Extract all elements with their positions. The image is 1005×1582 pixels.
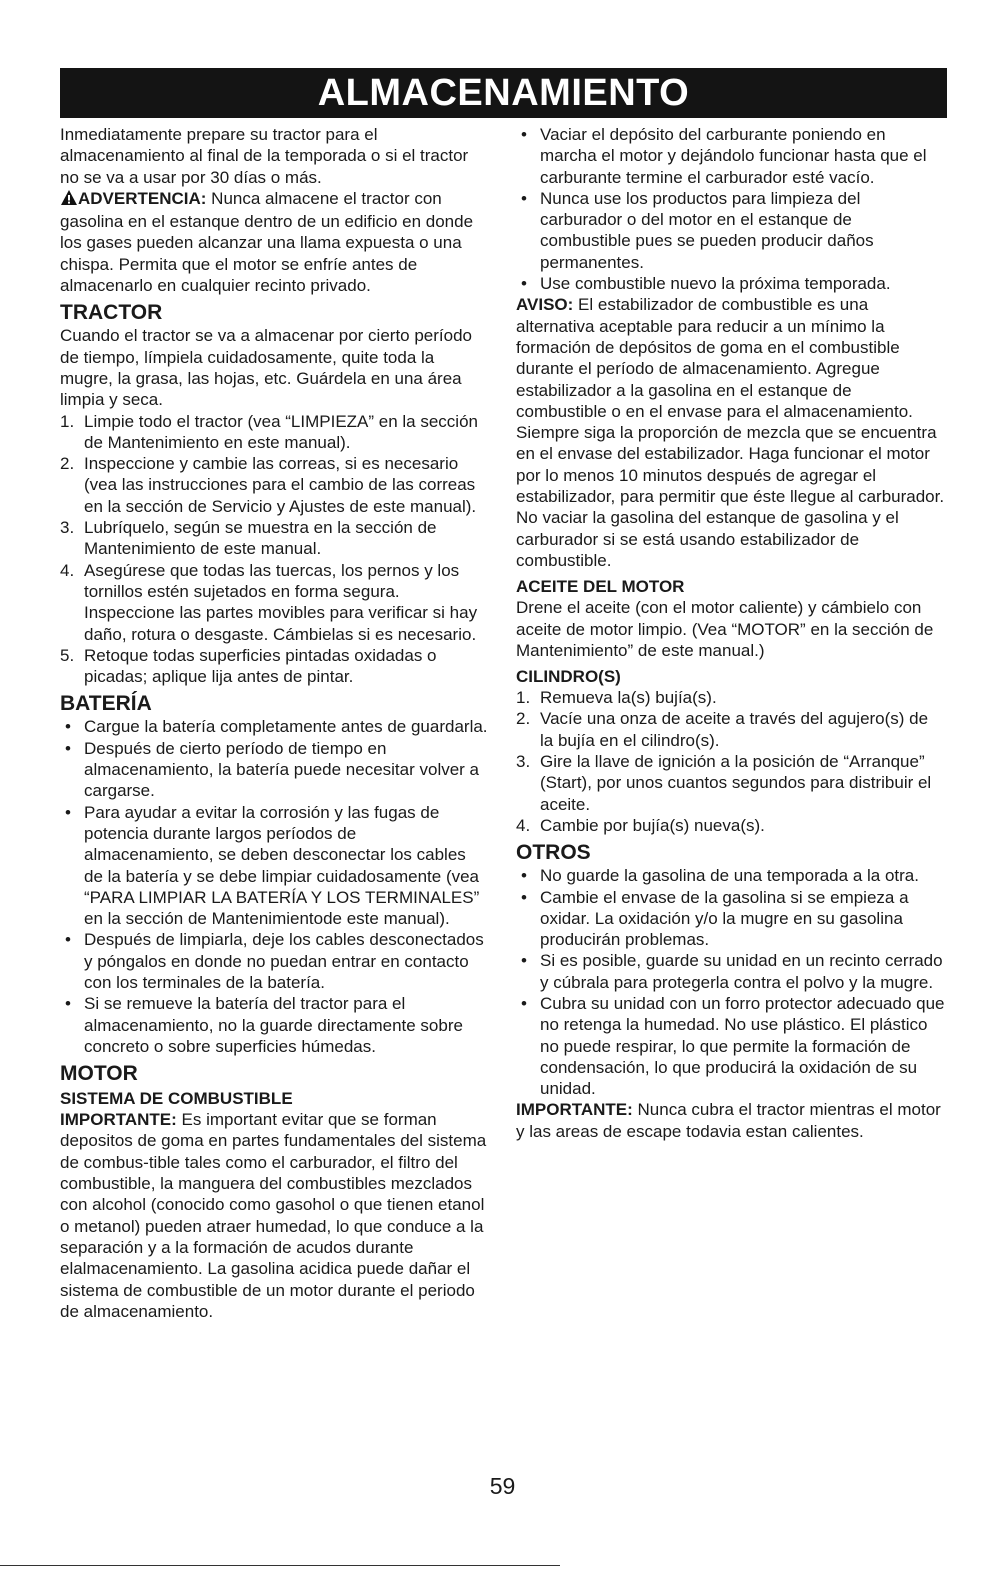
list-item <box>60 716 488 737</box>
item-text: No guarde la gasolina de una temporada a la otra. <box>540 866 919 886</box>
list-item <box>516 687 946 708</box>
warning-paragraph <box>60 188 488 296</box>
warning-text: Nunca almacene el tractor con gasolina en el estanque dentro de un edificio en donde los gases pueden alcanzar una llama expuesta o una chispa. Permita que el motor se enfríe antes de almacenarlo en cualquier recinto privado. <box>60 188 474 296</box>
item-text: Si es posible, guarde su unidad en un recinto cerrado y cúbrala para protegerla contra el polvo y la mugre. <box>540 951 943 992</box>
item-text: Use combustible nuevo la próxima temporada. <box>540 274 891 294</box>
item-text: Nunca use los productos para limpieza del carburador o del motor en el estanque de combustible pues se pueden producir daños permanentes. <box>540 188 874 272</box>
list-item <box>516 751 946 815</box>
bullet-icon: • <box>521 866 527 886</box>
tractor-steps <box>60 411 488 688</box>
step-number: 1. <box>60 411 75 431</box>
aviso-paragraph <box>516 294 946 571</box>
step-text: Limpie todo el tractor (vea “LIMPIEZA” en la sección de Mantenimiento en este manual). <box>84 411 478 452</box>
important-text: Nunca cubra el tractor mientras el motor y las areas de escape todavia estan calientes. <box>516 1100 941 1141</box>
otros-important-paragraph <box>516 1099 946 1142</box>
list-item <box>516 273 946 294</box>
item-text: Vaciar el depósito del carburante poniendo en marcha el motor y dejándolo funcionar hasta que el carburante termine el carburador esté vacío. <box>540 125 927 187</box>
warning-triangle-icon <box>60 189 78 211</box>
step-number: 4. <box>516 815 531 835</box>
list-item <box>516 950 946 993</box>
bullet-icon: • <box>521 188 527 208</box>
step-text: Lubríquelo, según se muestra en la sección de Mantenimiento de este manual. <box>84 518 437 559</box>
cilindros-steps <box>516 687 946 836</box>
list-item <box>516 188 946 273</box>
step-text: Asegúrese que todas las tuercas, los pernos y los tornillos estén sujetados en forma segura. Inspeccione las partes movibles para verificar si hay daño, rotura o desgaste. Cámbielas si es necesario. <box>84 560 478 644</box>
tractor-heading: TRACTOR <box>60 301 163 325</box>
list-item <box>60 802 488 930</box>
list-item <box>516 993 946 1099</box>
cilindros-heading: CILINDRO(S) <box>516 667 621 687</box>
bateria-heading: BATERÍA <box>60 692 152 716</box>
list-item <box>60 560 488 645</box>
right-column <box>516 124 946 1142</box>
step-number: 3. <box>516 752 531 772</box>
otros-list <box>516 865 946 1099</box>
tractor-intro: Cuando el tractor se va a almacenar por cierto período de tiempo, límpiela cuidadosamente, quite toda la mugre, la grasa, las hojas, etc. Guárdela en una área limpia y seca. <box>60 326 473 410</box>
list-item <box>60 645 488 688</box>
item-text: Cubra su unidad con un forro protector adecuado que no retenga la humedad. No use plástico. El plástico no puede respirar, lo que permite la formación de condensación, lo que producirá la oxidación de su unidad. <box>540 993 945 1099</box>
item-text: Para ayudar a evitar la corrosión y las fugas de potencia durante largos períodos de almacenamiento, se deben desconectar los cables de la batería y se debe limpiar cuidadosamente (vea “PARA LIMPIAR LA BATERÍA Y LOS TERMINALES” en la sección de Mantenimientode este manual). <box>84 802 480 929</box>
list-item <box>60 738 488 802</box>
left-column <box>60 124 488 1322</box>
otros-heading: OTROS <box>516 841 591 865</box>
step-text: Vacíe una onza de aceite a través del agujero(s) de la bujía en el cilindro(s). <box>540 709 929 750</box>
aceite-paragraph: Drene el aceite (con el motor caliente) y cámbielo con aceite de motor limpio. (Vea “MOTOR” en la sección de Mantenimiento” de este manual.) <box>516 598 934 660</box>
important-label: IMPORTANTE: <box>516 1100 633 1120</box>
list-item <box>516 124 946 188</box>
bullet-icon: • <box>65 930 71 950</box>
list-item <box>516 815 946 836</box>
item-text: Cambie el envase de la gasolina si se empieza a oxidar. La oxidación y/o la mugre en su gasolina producirán problemas. <box>540 887 909 950</box>
bullet-icon: • <box>65 994 71 1014</box>
aviso-text: El estabilizador de combustible es una alternativa aceptable para reducir a un mínimo la formación de depósitos de goma en el combustible durante el período de almacenamiento. Agregue estabilizador a la gasolina en el estanque de combustible o en el envase para el almacenamiento. Siempre siga la proporción de mezcla que se encuentra en el envase del estabilizador. Haga funcionar el motor por lo menos 10 minutos después de agregar el estabilizador, para permitir que éste llegue al carburador. No vaciar la gasolina del estanque de gasolina y el carburador si se está usando estabilizador de combustible. <box>516 295 945 570</box>
important-text: Es important evitar que se forman depositos de goma en partes fundamentales del sistema de combus-tible tales como el carburador, el filtro del combustible, la manguera del combustibles mezclados con alcohol (conocido como gasohol o que tienen etanol o metanol) pueden atraer humedad, lo que conduce a la separación y a la formación de acudos durante elalmacenamiento. La gasolina acidica puede dañar el sistema de combustible de un motor durante el periodo de almacenamiento. <box>60 1110 487 1321</box>
bullet-icon: • <box>65 738 71 758</box>
step-number: 3. <box>60 518 75 538</box>
step-text: Cambie por bujía(s) nueva(s). <box>540 815 765 835</box>
intro-paragraph: Inmediatamente prepare su tractor para el almacenamiento al final de la temporada o si el tractor no se va a usar por 30 días o más. <box>60 125 469 187</box>
step-text: Retoque todas superficies pintadas oxidadas o picadas; aplique lija antes de pintar. <box>84 645 437 687</box>
step-number: 1. <box>516 688 531 708</box>
item-text: Después de cierto período de tiempo en almacenamiento, la batería puede necesitar volver a cargarse. <box>84 738 480 801</box>
bullet-icon: • <box>521 125 527 144</box>
item-text: Si se remueve la batería del tractor para el almacenamiento, no la guarde directamente sobre concreto o sobre superficies húmedas. <box>84 994 463 1056</box>
step-number: 5. <box>60 645 75 665</box>
page-title: ALMACENAMIENTO <box>60 68 947 118</box>
bullet-icon: • <box>521 274 527 294</box>
list-item <box>516 708 946 751</box>
aviso-label: AVISO: <box>516 295 574 315</box>
bullet-icon: • <box>521 993 527 1013</box>
bullet-icon: • <box>521 951 527 971</box>
warning-label: ADVERTENCIA: <box>78 188 207 208</box>
bullet-icon: • <box>521 887 527 907</box>
list-item <box>60 411 488 454</box>
step-text: Inspeccione y cambie las correas, si es necesario (vea las instrucciones para el cambio de las correas en la sección de Servicio y Ajustes de este manual). <box>84 454 477 516</box>
item-text: Después de limpiarla, deje los cables desconectados y póngalos en donde no puedan entrar en contacto con los terminales de la batería. <box>84 930 484 992</box>
step-text: Gire la llave de ignición a la posición de “Arranque” (Start), por unos cuantos segundos para distribuir el aceite. <box>540 752 932 814</box>
page-number: 59 <box>489 1473 516 1499</box>
fuel-system-heading: SISTEMA DE COMBUSTIBLE <box>60 1089 293 1109</box>
aceite-heading: ACEITE DEL MOTOR <box>516 577 685 597</box>
item-text: Cargue la batería completamente antes de guardarla. <box>84 717 488 737</box>
bateria-list <box>60 716 488 1057</box>
bullet-icon: • <box>65 717 71 737</box>
list-item <box>60 929 488 993</box>
step-text: Remueva la(s) bujía(s). <box>540 688 717 708</box>
step-number: 4. <box>60 560 75 580</box>
list-item <box>60 517 488 560</box>
list-item <box>60 993 488 1057</box>
fuel-important-paragraph <box>60 1109 488 1322</box>
motor-heading: MOTOR <box>60 1062 138 1086</box>
bullet-icon: • <box>65 802 71 822</box>
list-item <box>516 865 946 886</box>
bottom-rule <box>0 1565 560 1566</box>
list-item <box>60 453 488 517</box>
step-number: 2. <box>516 709 531 729</box>
fuel-list <box>516 124 946 294</box>
important-label: IMPORTANTE: <box>60 1110 177 1130</box>
step-number: 2. <box>60 454 75 474</box>
list-item <box>516 887 946 951</box>
